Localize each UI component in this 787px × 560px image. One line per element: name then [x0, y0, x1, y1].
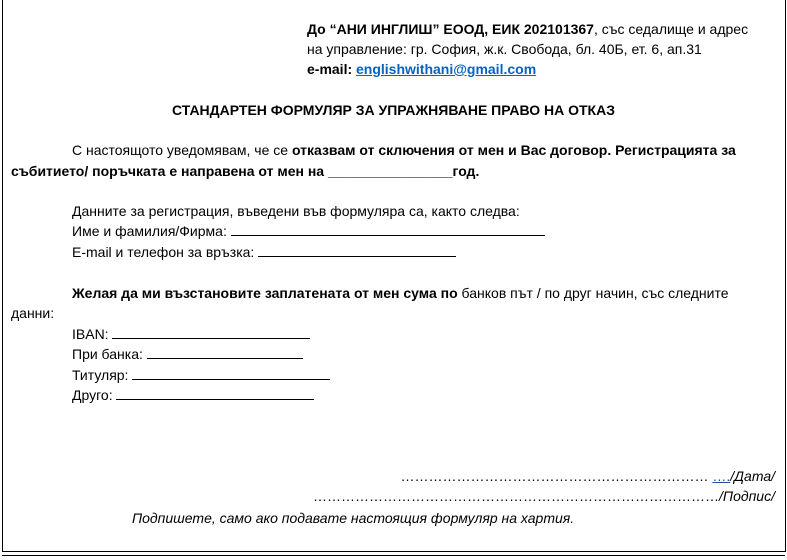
- other-blank-line[interactable]: [116, 386, 314, 400]
- bank-label: При банка:: [72, 346, 143, 362]
- iban-blank-line[interactable]: [112, 325, 310, 339]
- bank-row: [72, 345, 303, 364]
- notice-bold: отказвам от сключения от мен и Вас договор. Регистрацията за: [291, 142, 736, 158]
- holder-blank-line[interactable]: [132, 366, 330, 380]
- other-label: Друго:: [72, 387, 113, 403]
- notice-year: год.: [452, 163, 480, 179]
- iban-row: [72, 325, 310, 344]
- contact-blank-line[interactable]: [258, 243, 456, 257]
- footer-note: Подпишете, само ако подавате настоящия формуляр на хартия.: [132, 510, 575, 526]
- name-label: Име и фамилия/Фирма:: [72, 223, 227, 239]
- notice-line2-text: събитието/ поръчката е направена от мен на: [11, 163, 328, 179]
- signature-dots[interactable]: ……………………………………………………………………………: [313, 488, 720, 504]
- email-line: [307, 60, 536, 79]
- holder-row: [72, 366, 330, 385]
- email-label: e-mail:: [307, 61, 353, 77]
- notice-line-2: [11, 162, 479, 181]
- date-row: [401, 467, 776, 486]
- refund-rest: банков път / по друг начин, със следните: [457, 285, 729, 301]
- registration-intro: Данните за регистрация, въведени във формуляра са, както следва:: [72, 203, 520, 219]
- refund-bold: Желая да ми възстановите заплатената от мен сума по: [72, 285, 458, 301]
- bank-blank-line[interactable]: [147, 345, 303, 359]
- contact-row: [72, 243, 456, 262]
- contact-label: E-mail и телефон за връзка:: [72, 244, 255, 260]
- holder-label: Титуляр:: [72, 367, 129, 383]
- iban-label: IBAN:: [72, 326, 109, 342]
- notice-intro: С настоящото уведомявам, че се: [72, 142, 292, 158]
- recipient-company: До “АНИ ИНГЛИШ” ЕООД, ЕИК 202101367: [307, 21, 594, 37]
- name-blank-line[interactable]: [231, 222, 545, 236]
- other-row: [72, 386, 314, 405]
- notice-line-1: [72, 141, 736, 160]
- email-link[interactable]: englishwithani@gmail.com: [356, 61, 537, 77]
- notice-date-blank: ________________: [327, 163, 453, 179]
- recipient-line: [307, 20, 748, 39]
- page-bottom-rule: [2, 555, 785, 556]
- recipient-address: на управление: гр. София, ж.к. Свобода, бл. 40Б, ет. 6, ап.31: [307, 41, 702, 57]
- name-row: [72, 222, 545, 241]
- refund-line-1: [72, 284, 729, 303]
- recipient-suffix: , със седалище и адрес: [593, 21, 749, 37]
- date-dots[interactable]: …………………………………………………………: [400, 468, 709, 484]
- date-blue-dots: ….: [712, 468, 731, 484]
- signature-row: [313, 487, 775, 506]
- signature-label: /Подпис/: [719, 488, 775, 504]
- form-title: СТАНДАРТЕН ФОРМУЛЯР ЗА УПРАЖНЯВАНЕ ПРАВО НА ОТКАЗ: [172, 102, 615, 118]
- refund-continuation: данни:: [11, 305, 55, 321]
- date-label: /Дата/: [730, 468, 775, 484]
